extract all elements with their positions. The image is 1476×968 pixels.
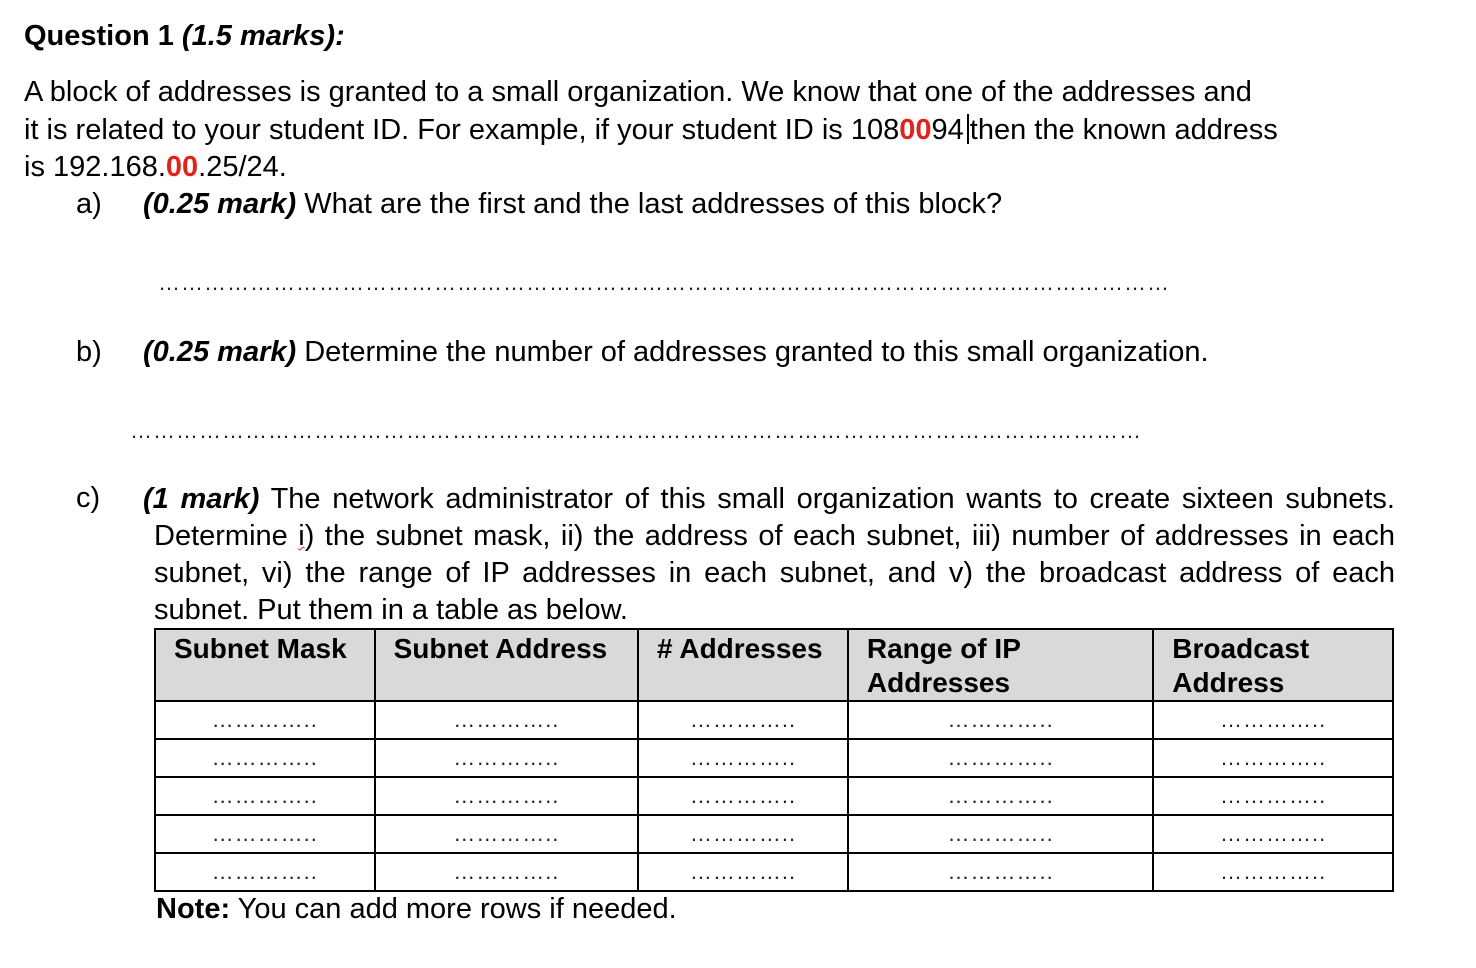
header-subnet-mask: Subnet Mask — [155, 629, 375, 701]
table-cell[interactable]: ………….. — [155, 815, 375, 853]
table-cell[interactable]: ………….. — [638, 701, 848, 739]
table-cell[interactable]: ………….. — [638, 815, 848, 853]
table-cell[interactable]: ………….. — [155, 853, 375, 891]
part-c-marks: (1 mark) — [143, 483, 260, 515]
table-cell[interactable]: ………….. — [375, 777, 638, 815]
table-cell[interactable]: ………….. — [1153, 701, 1393, 739]
table-cell[interactable]: ………….. — [375, 739, 638, 777]
table-cell[interactable]: ………….. — [638, 777, 848, 815]
table-row — [155, 853, 1393, 891]
header-num-addresses: # Addresses — [638, 629, 848, 701]
table-cell[interactable]: ………….. — [848, 701, 1153, 739]
question-title-text: Question 1 — [24, 20, 182, 52]
table-cell[interactable]: ………….. — [1153, 739, 1393, 777]
part-a-answer-line[interactable]: …………………………………………………………………………………………………………………… — [158, 270, 1170, 295]
table-cell[interactable]: ………….. — [1153, 815, 1393, 853]
table-cell[interactable]: ………….. — [1153, 853, 1393, 891]
intro-line-1: A block of addresses is granted to a small organization. We know that one of the addresses and — [24, 76, 1252, 108]
table-cell[interactable]: ………….. — [848, 815, 1153, 853]
part-b-answer-line[interactable]: …………………………………………………………………………………………………………………… — [130, 418, 1142, 443]
part-c-label: c) — [76, 482, 101, 514]
table-cell[interactable]: ………….. — [848, 777, 1153, 815]
part-b-question — [143, 336, 1209, 369]
question-title-marks: (1.5 marks): — [181, 20, 345, 52]
part-a-text: What are the first and the last addresses of this block? — [296, 188, 1003, 220]
table-cell[interactable]: ………….. — [848, 739, 1153, 777]
part-c-question — [143, 481, 1395, 629]
header-range-of-ip: Range of IP Addresses — [848, 629, 1153, 701]
part-c-text-1: The network administrator of this small organization wants to create sixteen subnets. Determine — [154, 483, 1395, 552]
table-cell[interactable]: ………….. — [375, 815, 638, 853]
part-a-marks: (0.25 mark) — [143, 188, 297, 220]
address-highlight: 00 — [165, 151, 199, 183]
subnet-table — [154, 628, 1394, 892]
table-header-row — [155, 629, 1393, 701]
part-c-text-i: i — [298, 520, 305, 552]
table-cell[interactable]: ………….. — [155, 739, 375, 777]
table-row — [155, 739, 1393, 777]
intro-line-3 — [24, 149, 1396, 186]
intro-line-3-text: is 192.168. — [24, 151, 166, 183]
intro-line-3-suffix: .25/24. — [198, 151, 287, 183]
header-subnet-address: Subnet Address — [375, 629, 638, 701]
table-note — [156, 893, 677, 926]
part-c-text-2: ) the subnet mask, ii) the address of each subnet, iii) number of addresses in each subnet, vi) the range of IP addresses in each subnet, and v) the broadcast address of each subnet. Put them in a table as below. — [154, 520, 1395, 626]
table-cell[interactable]: ………….. — [638, 739, 848, 777]
part-b-label: b) — [76, 336, 102, 368]
header-broadcast-address: Broadcast Address — [1153, 629, 1393, 701]
table-row — [155, 701, 1393, 739]
table-cell[interactable]: ………….. — [638, 853, 848, 891]
intro-line-2-suffix: 94 — [931, 114, 964, 146]
part-b-marks: (0.25 mark) — [143, 336, 297, 368]
part-a-question — [143, 188, 1002, 221]
intro-line-2-text: it is related to your student ID. For example, if your student ID is 108 — [24, 114, 900, 146]
table-cell[interactable]: ………….. — [375, 701, 638, 739]
table-cell[interactable]: ………….. — [155, 777, 375, 815]
table-cell[interactable]: ………….. — [155, 701, 375, 739]
note-text: You can add more rows if needed. — [230, 893, 677, 925]
student-id-highlight: 00 — [899, 114, 932, 146]
table-cell[interactable]: ………….. — [375, 853, 638, 891]
question-title — [24, 20, 345, 53]
text-cursor — [967, 114, 969, 144]
table-row — [155, 815, 1393, 853]
table-cell[interactable]: ………….. — [1153, 777, 1393, 815]
table-row — [155, 777, 1393, 815]
part-b-text: Determine the number of addresses granted to this small organization. — [296, 336, 1209, 368]
table-cell[interactable]: ………….. — [848, 853, 1153, 891]
note-label: Note: — [156, 893, 231, 925]
intro-line-2-end: then the known address — [969, 114, 1278, 146]
intro-line-2 — [24, 112, 1396, 149]
part-a-label: a) — [76, 188, 102, 220]
